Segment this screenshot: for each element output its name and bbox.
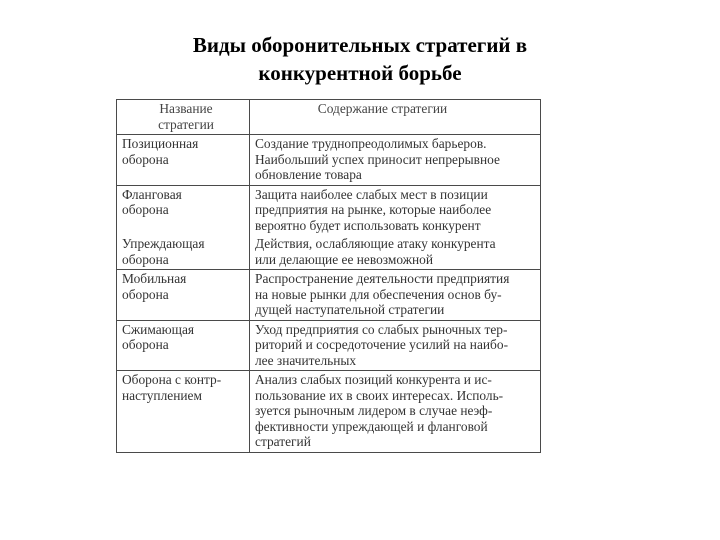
cell-text: предприятия на рынке, которые наиболее [255, 202, 492, 217]
table-row [117, 135, 541, 186]
strategy-name-cell [117, 320, 250, 371]
strategy-content-cell [250, 320, 541, 371]
cell-text: на новые рынки для обеспечения основ бу- [255, 286, 502, 302]
strategy-name-cell [117, 270, 250, 321]
header-text: стратегии [158, 116, 214, 132]
table-row [117, 235, 541, 270]
cell-text: пользование их в своих интересах. Исполь- [255, 387, 504, 403]
header-strategy-name [117, 100, 250, 135]
cell-text: Уход предприятия со слабых рыночных тер- [255, 321, 508, 337]
table-row [117, 270, 541, 321]
cell-text: Позиционная [122, 136, 199, 151]
cell-text: или делающие ее невозможной [255, 251, 434, 267]
strategy-content-cell [250, 371, 541, 453]
strategy-content-cell [250, 270, 541, 321]
cell-text: риторий и сосредоточение усилий на наибо- [255, 337, 509, 352]
cell-text: Сжимающая [122, 321, 195, 337]
cell-text: фективности упреждающей и фланговой [255, 418, 488, 434]
table-row [117, 371, 541, 453]
cell-text: Защита наиболее слабых мест в позиции [255, 186, 488, 202]
strategy-content-cell [250, 235, 541, 270]
cell-text: оборона [122, 286, 169, 302]
table-row [117, 185, 541, 235]
cell-text: Фланговая [122, 186, 182, 202]
cell-text: оборона [122, 337, 169, 352]
cell-text: наступлением [122, 387, 202, 403]
cell-text: Распространение деятельности предприятия [255, 271, 510, 286]
cell-text: Действия, ослабляющие атаку конкурента [255, 236, 496, 251]
cell-text: дущей наступательной стратегии [255, 302, 445, 317]
slide-title [0, 31, 720, 87]
table-row [117, 320, 541, 371]
strategy-name-cell [117, 371, 250, 453]
cell-text: лее значительных [255, 352, 357, 368]
cell-text: Наибольший успех приносит непрерывное [255, 151, 500, 167]
cell-text: оборона [122, 251, 169, 267]
cell-text: Оборона с контр- [122, 372, 222, 387]
cell-text: обновление товара [255, 167, 362, 182]
cell-text: Создание труднопреодолимых барьеров. [255, 136, 487, 151]
cell-text: Анализ слабых позиций конкурента и ис- [255, 372, 492, 387]
cell-text: стратегий [255, 434, 311, 449]
cell-text: Упреждающая [122, 236, 205, 251]
table-header-row [117, 100, 541, 135]
header-text: Содержание стратегии [317, 101, 448, 116]
cell-text: вероятно будет использовать конкурент [255, 217, 481, 233]
header-text: Название [159, 101, 213, 116]
cell-text: Мобильная [122, 271, 187, 286]
strategy-name-cell [117, 185, 250, 235]
strategy-content-cell [250, 185, 541, 235]
cell-text: зуется рыночным лидером в случае неэф- [255, 403, 493, 418]
strategy-content-cell [250, 135, 541, 186]
strategy-name-cell [117, 135, 250, 186]
title-line-2: конкурентной борьбе [258, 61, 462, 85]
header-strategy-content [250, 100, 541, 135]
cell-text: оборона [122, 151, 169, 167]
strategy-name-cell [117, 235, 250, 270]
cell-text: оборона [122, 202, 169, 217]
title-line-1: Виды оборонительных стратегий в [192, 33, 528, 57]
strategies-table [116, 99, 541, 453]
